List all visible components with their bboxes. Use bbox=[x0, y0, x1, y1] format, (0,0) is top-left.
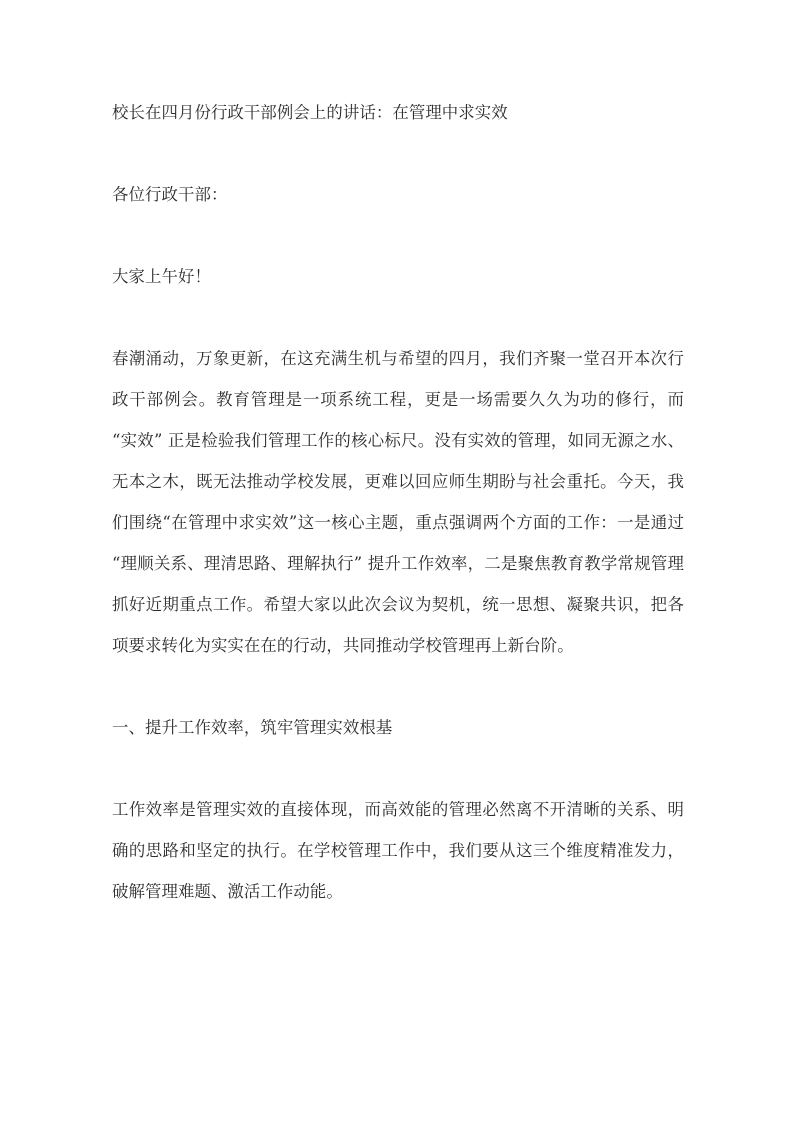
section-heading-one: 一、提升工作效率，筑牢管理实效根基 bbox=[112, 718, 393, 737]
section-one-paragraph: 工作效率是管理实效的直接体现，而高效能的管理必然离不开清晰的关系、明确的思路和坚定的执行。在学校管理工作中，我们要从这三个维度精准发力，破解管理难题、激活工作动能。 bbox=[112, 800, 684, 901]
salutation: 各位行政干部： bbox=[112, 185, 228, 204]
opening-paragraph: 春潮涌动，万象更新，在这充满生机与希望的四月，我们齐聚一堂召开本次行政干部例会。教育管理是一项系统工程，更是一场需要久久为功的修行，而 “实效” 正是检验我们管理工作的核心标尺。没有实效的管理，如同无源之水、无本之木，既无法推动学校发展，更难以回应师生期盼与社会重托。今天，我们围绕“在管理中求实效”这一核心主题，重点强调两个方面的工作：一是通过 “理顺关系、理清思路、理解执行” 提升工作效率，二是聚焦教育教学常规管理抓好近期重点工作。希望大家以此次会议为契机，统一思想、凝聚共识，把各项要求转化为实实在在的行动，共同推动学校管理再上新台阶。 bbox=[112, 349, 684, 655]
greeting: 大家上午好！ bbox=[112, 267, 211, 286]
document-body bbox=[112, 92, 684, 912]
document-title: 校长在四月份行政干部例会上的讲话：在管理中求实效 bbox=[112, 103, 508, 122]
